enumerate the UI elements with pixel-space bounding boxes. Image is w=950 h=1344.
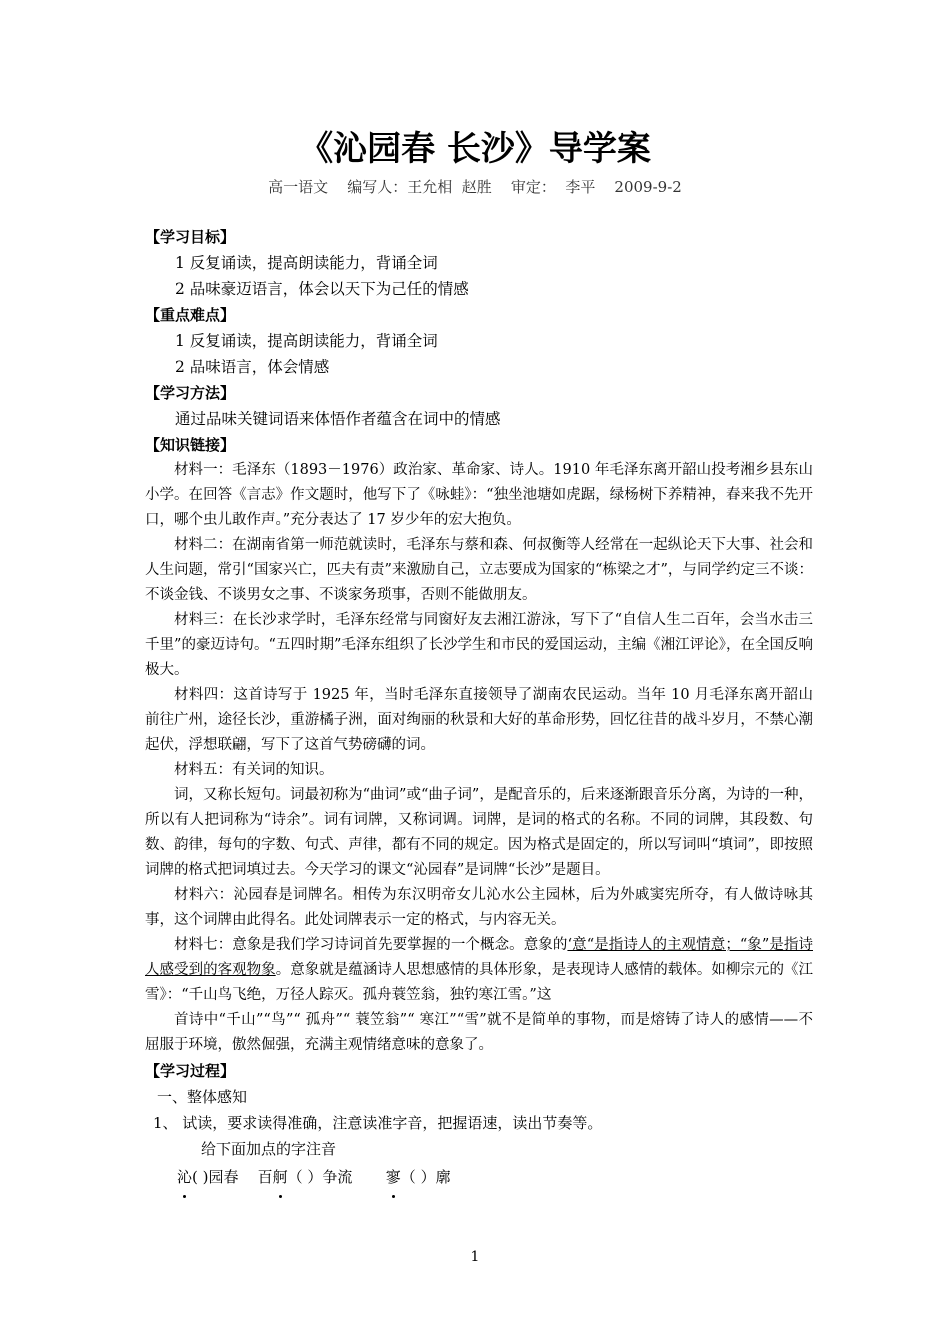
pinyin-exercise	[145, 1162, 813, 1192]
material-paragraph: 材料三：在长沙求学时，毛泽东经常与同窗好友去湘江游泳，写下了“自信人生二百年，会当水击三千里”的豪迈诗句。“五四时期”毛泽东组织了长沙学生和市民的爱国运动，主编《湘江评论》，在全国反响极大。	[145, 612, 813, 678]
section-heading-process: 【学习过程】	[145, 1062, 236, 1080]
material-paragraph: 词，又称长短句。词最初称为“曲词”或“曲子词”，是配音乐的，后来逐渐跟音乐分离，为诗的一种，所以有人把词称为“诗余”。词有词牌，又称词调。词牌，是词的格式的名称。不同的词牌，其段数、句数、韵律，每句的字数、句式、声律，都有不同的规定。因为格式是固定的，所以写词叫“填词”，即按照词牌的格式把词填过去。今天学习的课文“沁园春”是词牌“长沙”是题目。	[145, 787, 813, 878]
keypoint-item: 2 品味语言，体会情感	[175, 358, 330, 376]
pinyin-item: 百舸（ ）争流	[258, 1168, 353, 1186]
step-item: 1、 试读，要求读得准确，注意读准字音，把握语速，读出节奏等。	[153, 1114, 603, 1132]
material-paragraph: 材料四：这首诗写于 1925 年，当时毛泽东直接领导了湖南农民运动。当年 10 月毛泽东离开韶山前往广州，途径长沙，重游橘子洲，面对绚丽的秋景和大好的革命形势，回忆往昔的战斗岁月，不禁心潮起伏，浮想联翩，写下了这首气势磅礴的词。	[145, 687, 813, 753]
material7-text: 。意象就是蕴涵诗人思想感情的具体形象，是表现诗人感情的载体。如柳宗元的《江雪》：“千山鸟飞绝，万径人踪灭。孤舟蓑笠翁，独钓寒江雪。”这	[145, 962, 813, 1003]
material-paragraph: 首诗中“千山”“鸟”“ 孤舟”“ 蓑笠翁”“ 寒江”“雪”就不是简单的事物，而是熔铸了诗人的感情——不屈服于环境，傲然倔强，充满主观情绪意味的意象了。	[145, 1012, 813, 1053]
section-heading-goals: 【学习目标】	[145, 228, 236, 246]
material-paragraph-seven	[145, 933, 813, 1008]
goal-item: 1 反复诵读，提高朗读能力，背诵全词	[175, 254, 438, 272]
document-body	[145, 224, 813, 1192]
pinyin-item: 寥（ ）廓	[386, 1168, 451, 1186]
author-line: 高一语文 编写人：王允相 赵胜 审定： 李平 2009-9-2	[268, 178, 682, 196]
instruction-text: 给下面加点的字注音	[201, 1140, 337, 1158]
material-paragraph: 材料二：在湖南省第一师范就读时，毛泽东与蔡和森、何叔衡等人经常在一起纵论天下大事、社会和人生问题，常引“国家兴亡，匹夫有责”来激励自己，立志要成为国家的“栋梁之才”，与同学约定三不谈：不谈金钱、不谈男女之事、不谈家务琐事，否则不能做朋友。	[145, 537, 813, 603]
section-heading-keypoints: 【重点难点】	[145, 306, 236, 324]
material-paragraph: 材料五：有关词的知识。	[174, 762, 334, 778]
goal-item: 2 品味豪迈语言，体会以天下为己任的情感	[175, 280, 469, 298]
material-paragraph: 材料一：毛泽东（1893－1976）政治家、革命家、诗人。1910 年毛泽东离开韶山投考湘乡县东山小学。在回答《言志》作文题时，他写下了《咏蛙》：“独坐池塘如虎踞，绿杨树下养精神，春来我不先开口，哪个虫儿敢作声。”充分表达了 17 岁少年的宏大抱负。	[145, 462, 813, 528]
section-heading-method: 【学习方法】	[145, 384, 236, 402]
material7-underlined-text: ‘意“是指诗人的主观情意；“象”是指诗人感受到的客观物象	[145, 937, 813, 978]
page-number: 1	[470, 1249, 480, 1265]
page-title: 《沁园春 长沙》导学案	[299, 129, 651, 169]
method-item: 通过品味关键词语来体悟作者蕴含在词中的情感	[175, 410, 501, 428]
dotted-char: 寥	[386, 1162, 401, 1192]
part-heading: 一、整体感知	[157, 1088, 248, 1106]
keypoint-item: 1 反复诵读，提高朗读能力，背诵全词	[175, 332, 438, 350]
section-heading-links: 【知识链接】	[145, 436, 236, 454]
pinyin-item: 沁( )园春	[177, 1168, 239, 1186]
material-paragraph: 材料六：沁园春是词牌名。相传为东汉明帝女儿沁水公主园林，后为外戚窦宪所夺，有人做诗咏其事，这个词牌由此得名。此处词牌表示一定的格式，与内容无关。	[145, 887, 813, 928]
material7-text: 材料七：意象是我们学习诗词首先要掌握的一个概念。意象的	[174, 937, 568, 953]
dotted-char: 沁	[177, 1162, 192, 1192]
dotted-char: 舸	[273, 1162, 288, 1192]
